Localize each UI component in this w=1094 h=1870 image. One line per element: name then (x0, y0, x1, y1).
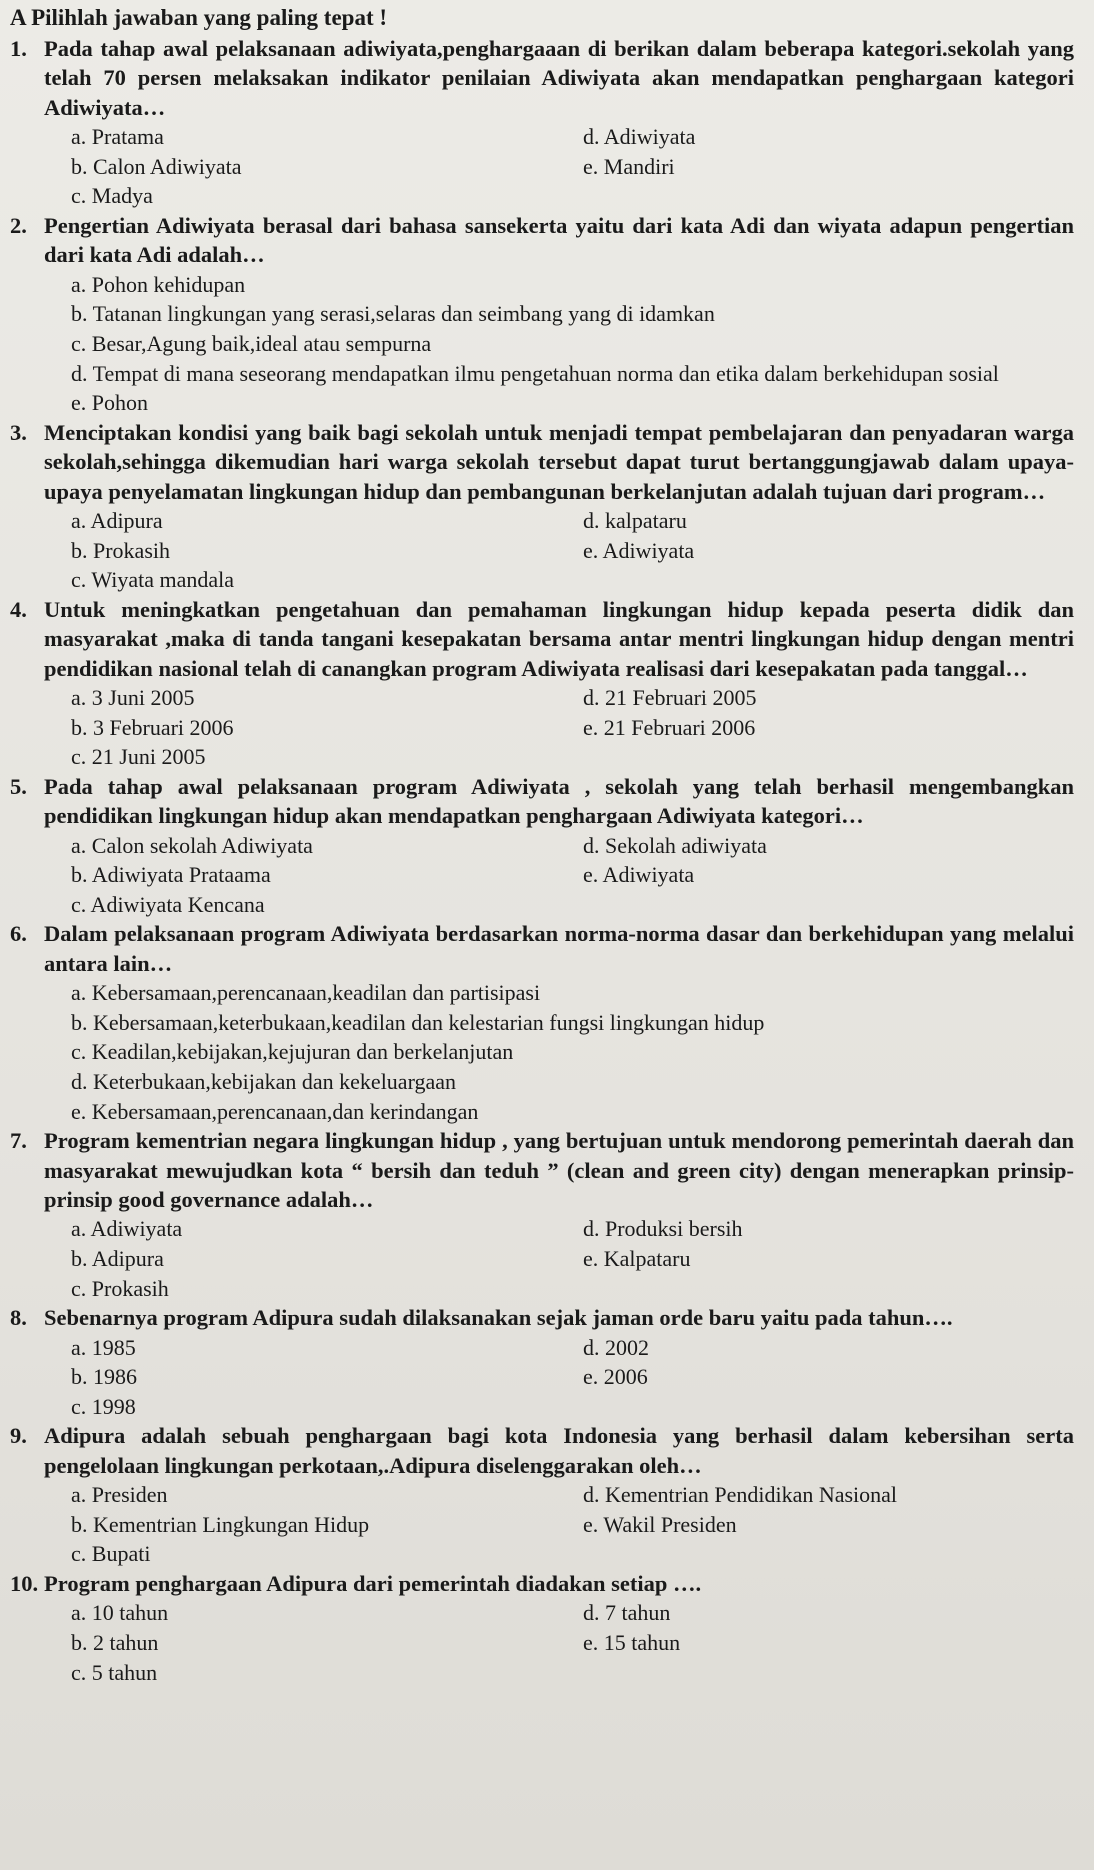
question-number: 3. (10, 419, 27, 445)
question-text: Program penghargaan Adipura dari pemerintah diadakan setiap …. (44, 1570, 702, 1596)
options (71, 270, 1074, 418)
option-e: e. 15 tahun (583, 1629, 681, 1655)
question-text: Untuk meningkatkan pengetahuan dan pemahaman lingkungan hidup kepada peserta didik dan masyarakat ,maka di tanda tangani kesepakatan bersama antar mentri lingkungan hidup dengan mentri pendidikan nasional telah di canangkan program Adiwiyata realisasi dari kesepakatan pada tanggal… (44, 596, 1074, 681)
option-c: c. Bupati (71, 1541, 151, 1567)
option-a: a. 10 tahun (71, 1600, 169, 1626)
option-c: c. Keadilan,kebijakan,kejujuran dan berkelanjutan (71, 1039, 514, 1065)
question-number: 5. (10, 773, 27, 799)
option-c: c. Besar,Agung baik,ideal atau sempurna (71, 331, 432, 356)
options (71, 1214, 1074, 1303)
option-e: e. Kalpataru (583, 1245, 691, 1271)
option-d: d. Keterbukaan,kebijakan dan kekeluargaan (71, 1068, 457, 1094)
question-number: 6. (10, 921, 27, 947)
option-d: d. Produksi bersih (583, 1216, 743, 1242)
option-d: d. 2002 (583, 1334, 649, 1360)
option-d: d. Kementrian Pendidikan Nasional (583, 1482, 898, 1508)
option-a: a. Adipura (71, 508, 163, 533)
question-text: Pada tahap awal pelaksanaan adiwiyata,penghargaaan di berikan dalam beberapa kategori.sekolah yang telah 70 persen melaksakan indikator penilaian Adiwiyata akan mendapatkan penghargaan kategori Adiwiyata… (44, 36, 1074, 120)
question-10 (10, 1569, 1074, 1687)
option-e: e. Pohon (71, 390, 148, 416)
option-e: e. Mandiri (583, 153, 675, 179)
options (71, 1598, 1074, 1687)
question-number: 8. (10, 1305, 27, 1331)
option-e: e. Kebersamaan,perencanaan,dan kerindangan (71, 1098, 479, 1124)
options (71, 506, 1074, 595)
option-b: b. Adiwiyata Prataama (71, 862, 271, 888)
option-a: a. Adiwiyata (71, 1216, 183, 1242)
question-text: Pengertian Adiwiyata berasal dari bahasa sansekerta yaitu dari kata Adi dan wiyata adapun pengertian dari kata Adi adalah… (44, 213, 1074, 268)
option-e: e. 2006 (583, 1364, 648, 1390)
question-text: Pada tahap awal pelaksanaan program Adiwiyata , sekolah yang telah berhasil mengembangkan pendidikan lingkungan hidup akan mendapatkan penghargaan Adiwiyata kategori… (44, 773, 1074, 829)
question-4 (10, 595, 1074, 772)
option-a: a. Kebersamaan,perencanaan,keadilan dan partisipasi (71, 980, 541, 1006)
question-8 (10, 1303, 1074, 1421)
option-e: e. Adiwiyata (583, 537, 695, 563)
question-1 (10, 34, 1074, 211)
option-c: c. Prokasih (71, 1275, 169, 1301)
option-a: a. Pratama (71, 124, 164, 150)
option-c: c. 5 tahun (71, 1659, 158, 1685)
question-number: 2. (10, 213, 27, 238)
option-c: c. Madya (71, 183, 153, 209)
question-number: 7. (10, 1128, 27, 1154)
question-number: 1. (10, 36, 27, 61)
option-b: b. Adipura (71, 1245, 164, 1271)
question-text: Dalam pelaksanaan program Adiwiyata berdasarkan norma-norma dasar dan berkehidupan yang melalui antara lain… (44, 921, 1074, 976)
option-b: b. 3 Februari 2006 (71, 714, 234, 740)
question-number: 9. (10, 1423, 27, 1449)
option-a: a. Calon sekolah Adiwiyata (71, 832, 313, 858)
option-d: d. Sekolah adiwiyata (583, 832, 767, 858)
question-2 (10, 211, 1074, 418)
option-c: c. Adiwiyata Kencana (71, 891, 265, 917)
option-d: d. kalpataru (583, 508, 687, 533)
option-d: d. 7 tahun (583, 1600, 671, 1626)
option-a: a. 3 Juni 2005 (71, 685, 195, 710)
option-d: d. Tempat di mana seseorang mendapatkan ilmu pengetahuan norma dan etika dalam berkehidupan sosial (71, 360, 999, 386)
option-e: e. Adiwiyata (583, 862, 695, 888)
option-a: a. Presiden (71, 1482, 168, 1508)
question-5 (10, 772, 1074, 920)
option-e: e. Wakil Presiden (583, 1511, 737, 1537)
question-text: Program kementrian negara lingkungan hidup , yang bertujuan untuk mendorong pemerintah daerah dan masyarakat mewujudkan kota “ bersih dan teduh ” (clean and green city) dengan menerapkan prinsip-prinsip good governance adalah… (44, 1128, 1074, 1212)
option-c: c. 1998 (71, 1393, 136, 1419)
question-6 (10, 919, 1074, 1126)
option-d: d. 21 Februari 2005 (583, 685, 757, 710)
options (71, 978, 1074, 1126)
options (71, 831, 1074, 920)
options (71, 1333, 1074, 1422)
option-a: a. 1985 (71, 1334, 136, 1360)
question-number: 4. (10, 596, 27, 622)
option-c: c. 21 Juni 2005 (71, 744, 206, 770)
options (71, 122, 1074, 211)
question-7 (10, 1126, 1074, 1303)
options (71, 1480, 1074, 1569)
question-text: Adipura adalah sebuah penghargaan bagi kota Indonesia yang berhasil dalam kebersihan serta pengelolaan lingkungan perkotaan,.Adipura diselenggarakan oleh… (44, 1423, 1074, 1478)
question-text: Sebenarnya program Adipura sudah dilaksanakan sejak jaman orde baru yaitu pada tahun…. (44, 1305, 953, 1331)
section-heading: A Pilihlah jawaban yang paling tepat ! (10, 5, 388, 30)
question-3 (10, 418, 1074, 595)
option-b: b. 1986 (71, 1364, 137, 1390)
question-9 (10, 1421, 1074, 1569)
options (71, 683, 1074, 772)
option-a: a. Pohon kehidupan (71, 271, 246, 297)
option-c: c. Wiyata mandala (71, 567, 235, 593)
option-e: e. 21 Februari 2006 (583, 714, 756, 740)
option-b: b. 2 tahun (71, 1629, 159, 1655)
option-d: d. Adiwiyata (583, 124, 696, 150)
option-b: b. Prokasih (71, 537, 170, 563)
question-text: Menciptakan kondisi yang baik bagi sekolah untuk menjadi tempat pembelajaran dan penyadaran warga sekolah,sehingga dikemudian hari warga sekolah tersebut dapat turut bertanggungjawab dalam upaya-upaya penyelamatan lingkungan hidup dan pembangunan berkelanjutan adalah tujuan dari program… (44, 419, 1074, 504)
option-b: b. Kebersamaan,keterbukaan,keadilan dan kelestarian fungsi lingkungan hidup (71, 1009, 765, 1035)
question-number: 10. (10, 1570, 39, 1596)
option-b: b. Tatanan lingkungan yang serasi,selaras dan seimbang yang di idamkan (71, 301, 715, 327)
option-b: b. Calon Adiwiyata (71, 153, 242, 179)
option-b: b. Kementrian Lingkungan Hidup (71, 1511, 370, 1537)
